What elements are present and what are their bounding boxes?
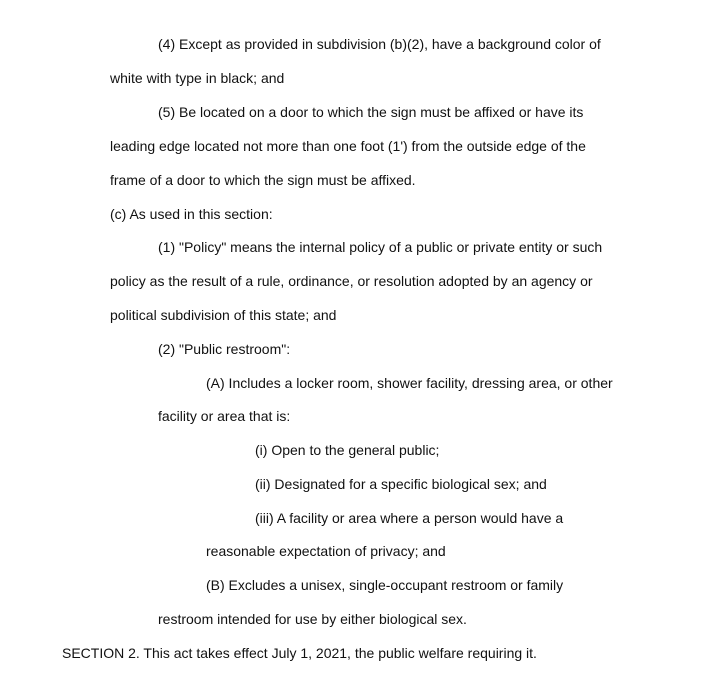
document-text-line: (i) Open to the general public; xyxy=(255,442,440,458)
document-text-line: policy as the result of a rule, ordinance, or resolution adopted by an agency or xyxy=(110,273,593,289)
document-text-line: restroom intended for use by either biological sex. xyxy=(158,611,467,627)
document-text-line: SECTION 2. This act takes effect July 1, 2021, the public welfare requiring it. xyxy=(62,645,537,661)
document-text-line: frame of a door to which the sign must be affixed. xyxy=(110,172,416,188)
document-text-line: (ii) Designated for a specific biological sex; and xyxy=(255,476,547,492)
document-text-line: reasonable expectation of privacy; and xyxy=(206,543,446,559)
document-text-line: (c) As used in this section: xyxy=(110,206,273,222)
document-text-line: white with type in black; and xyxy=(110,70,285,86)
document-text-line: (A) Includes a locker room, shower facility, dressing area, or other xyxy=(206,375,613,391)
document-text-line: (B) Excludes a unisex, single-occupant restroom or family xyxy=(206,577,564,593)
document-text-line: facility or area that is: xyxy=(158,408,291,424)
document-text-line: political subdivision of this state; and xyxy=(110,307,337,323)
document-text-line: leading edge located not more than one foot (1') from the outside edge of the xyxy=(110,138,586,154)
document-text-line: (iii) A facility or area where a person would have a xyxy=(255,510,564,526)
document-text-line: (5) Be located on a door to which the sign must be affixed or have its xyxy=(158,104,584,120)
document-text-line: (4) Except as provided in subdivision (b)(2), have a background color of xyxy=(158,36,601,52)
document-text-line: (1) "Policy" means the internal policy of a public or private entity or such xyxy=(158,239,603,255)
document-text-line: (2) "Public restroom": xyxy=(158,341,291,357)
